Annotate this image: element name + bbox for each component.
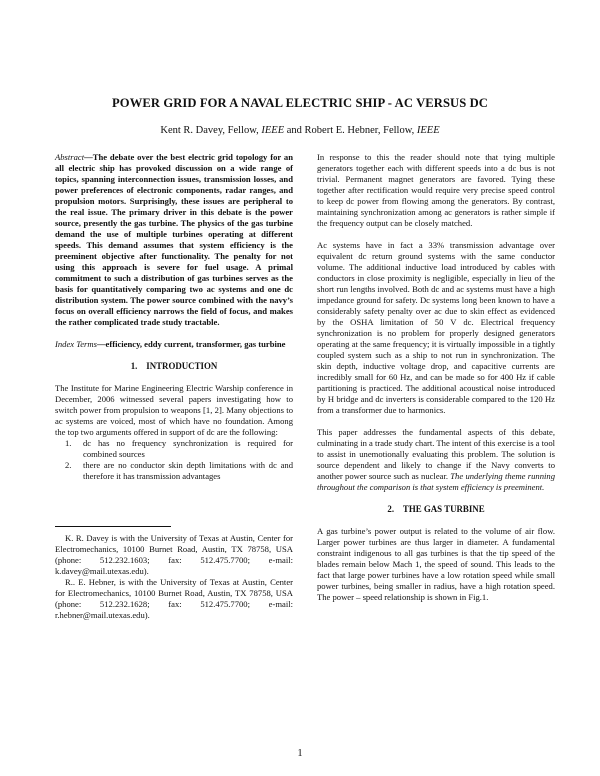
footnote-davey: K. R. Davey is with the University of Texas at Austin, Center for Electromechanics, 10100 Burnet Road, Austin, TX 78758, USA (phone: 512.232.1603; fax: 512.475.7700; e-mail: k.davey@mail.utexas.edu). [55, 533, 293, 576]
abstract [55, 152, 293, 328]
scope-text: This paper addresses the fundamental aspects of this debate, culminating in a trade study chart. The intent of this exercise is a tool to assist in unemotionally evaluating this problem. The solution is source dependent and likely to change if the Navy converts to another power source such as nuclear. [317, 427, 556, 481]
page-number: 1 [297, 748, 303, 759]
paper-scope-paragraph [317, 427, 555, 493]
list-item-text: dc has no frequency synchronization is required for combined sources [83, 438, 293, 459]
section-heading-gas-turbine: 2. THE GAS TURBINE [387, 504, 485, 514]
index-terms [55, 339, 293, 350]
right-column [317, 152, 555, 603]
intro-paragraph: The Institute for Marine Engineering Electric Warship conference in December, 2006 witnessed several papers investigating how to switch power from propulsion to weapons [1, 2]. Many objections to ac systems are voiced, most of which have no foundation. Among the top two arguments offered in support of dc are the following: [55, 383, 293, 437]
argument-list [55, 438, 293, 482]
author-1-org: IEEE [261, 125, 285, 136]
list-item-number: 1. [65, 438, 72, 448]
paper-title: POWER GRID FOR A NAVAL ELECTRIC SHIP - AC VERSUS DC [112, 96, 488, 110]
gas-turbine-paragraph: A gas turbine’s power output is related to the volume of air flow. Larger power turbines are thus larger in diameter. A fundamental constraint indigenous to all gas turbines is that the tip speed of the blades remain below Mach 1, the speed of sound. This leads to the fact that large power turbines have a low rotation speed while small power turbines, being smaller in radius, have a high rotation speed. The power – speed relationship is shown in Fig.1. [317, 526, 555, 602]
scope-theme-text: The underlying theme running throughout the comparison is that system efficiency is preeminent. [317, 471, 556, 492]
response-paragraph: In response to this the reader should note that tying multiple generators together each with different speeds into a dc bus is not trivial. Permanent magnet generators are favored. Tying these together after rectification would require very precise speed control to keep dc power from flowing among the generators. By contrast, maintaining synchronization among ac generators is rather simple if the frequency output can be closely matched. [317, 152, 555, 228]
abstract-text: —The debate over the best electric grid topology for an all electric ship has provoked discussion on a wide range of topics, spanning interconnection issues, transmission losses, and power preferences of electronic components, radar ranges, and propulsion motors. Surprisingly, these issues are peripheral to the real issue. The primary driver in this debate is the power source, presently the gas turbine. The physics of the gas turbine demand the use of multiple turbines operating at different speeds. This demand assumes that system efficiency is the preeminent objective after functionality. The penalty for not using this approach is severe for fuel usage. A primal commitment to such a distribution of gas turbines serves as the basis for quantitatively comparing two ac systems and one dc distribution system. The power source combined with the navy’s focus on overall efficiency narrows the field of focus, and makes the rather complicated trade study tractable. [55, 152, 293, 327]
index-terms-text: —efficiency, eddy current, transformer, gas turbine [96, 339, 286, 349]
list-item-text: there are no conductor skin depth limitations with dc and therefore it has transmission advantages [83, 460, 293, 481]
author-1: Kent R. Davey, Fellow, [160, 125, 262, 136]
left-column [55, 152, 293, 621]
abstract-label: Abstract [55, 152, 85, 162]
list-item [55, 460, 293, 482]
footnote-hebner: R.. E. Hebner, is with the University of Texas at Austin, Center for Electromechanics, 10100 Burnet Road, Austin, TX 78758, USA (phone: 512.232.1628; fax: 512.475.7700; e-mail: r.hebner@mail.utexas.edu). [55, 577, 293, 620]
author-line [40, 125, 560, 136]
author-2: and Robert E. Hebner, Fellow, [284, 125, 417, 136]
list-item-number: 2. [65, 460, 72, 470]
ac-advantage-paragraph: Ac systems have in fact a 33% transmission advantage over equivalent dc return ground systems with the same conductor volume. The additional inductive load introduced by cables with conductors in close proximity is negligible, especially in lieu of the short run lengths involved. Both dc and ac systems must have a high impedance ground for safety. Dc systems long been known to have a considerably safety penalty over ac due to skin effect as evidenced by the OSHA limitation of 50 V dc. Electrical frequency synchronization is no problem for properly designed generators operating at the same frequency; it is virtually impossible in a tightly coupled system such as a ship to not run in synchronization. The skin depth, inductive voltage drop, and capacitive currents are incredibly small for 60 Hz, and can be made so for 400 Hz if cable partitioning is practiced. The additional acoustical noise introduced by H bridge and dc inverters is considerable compared to the 120 Hz from a transformer due to harmonics. [317, 240, 555, 415]
list-item [55, 438, 293, 460]
author-2-org: IEEE [416, 125, 440, 136]
section-heading-introduction: 1. INTRODUCTION [130, 361, 218, 371]
index-terms-label: Index Terms [55, 339, 97, 349]
